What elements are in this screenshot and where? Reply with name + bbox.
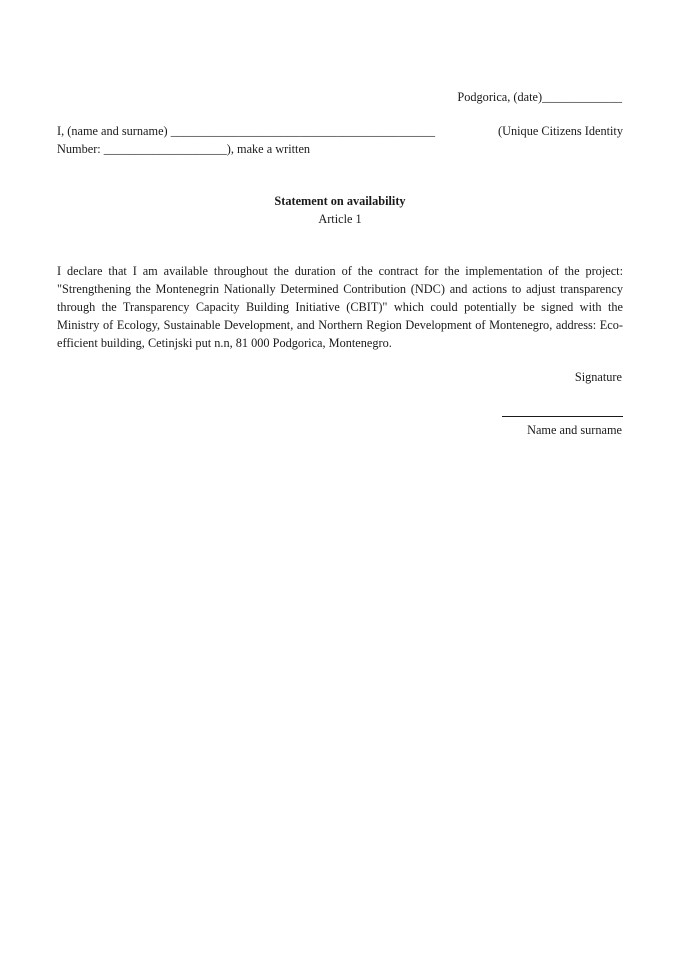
place-date-line: Podgorica, (date)_____________ [457, 90, 622, 104]
intro-name-field: I, (name and surname) ___________________________________________ [57, 124, 436, 138]
statement-title: Statement on availability [274, 194, 406, 208]
declaration-paragraph: I declare that I am available throughout the duration of the contract for the implementation of the project: "Strengthening the Montenegrin Nationally Determined Contribution (NDC) and actions to adjust transparency through the Transparency Capacity Building Initiative (CBIT)" which could potentially be signed with the Ministry of Ecology, Sustainable Development, and Northern Region Development of Montenegro, address: Eco-efficient building, Cetinjski put n.n, 81 000 Podgorica, Montenegro. [57, 264, 623, 350]
name-surname-label: Name and surname [527, 423, 622, 437]
intro-id-label: (Unique Citizens Identity [498, 124, 623, 138]
article-number: Article 1 [318, 212, 362, 226]
intro-line-2: Number: ____________________), make a written [57, 142, 311, 156]
intro-line-1 [57, 122, 623, 140]
signature-label: Signature [574, 370, 622, 384]
signature-line [502, 416, 623, 417]
declarant-intro [57, 122, 623, 158]
